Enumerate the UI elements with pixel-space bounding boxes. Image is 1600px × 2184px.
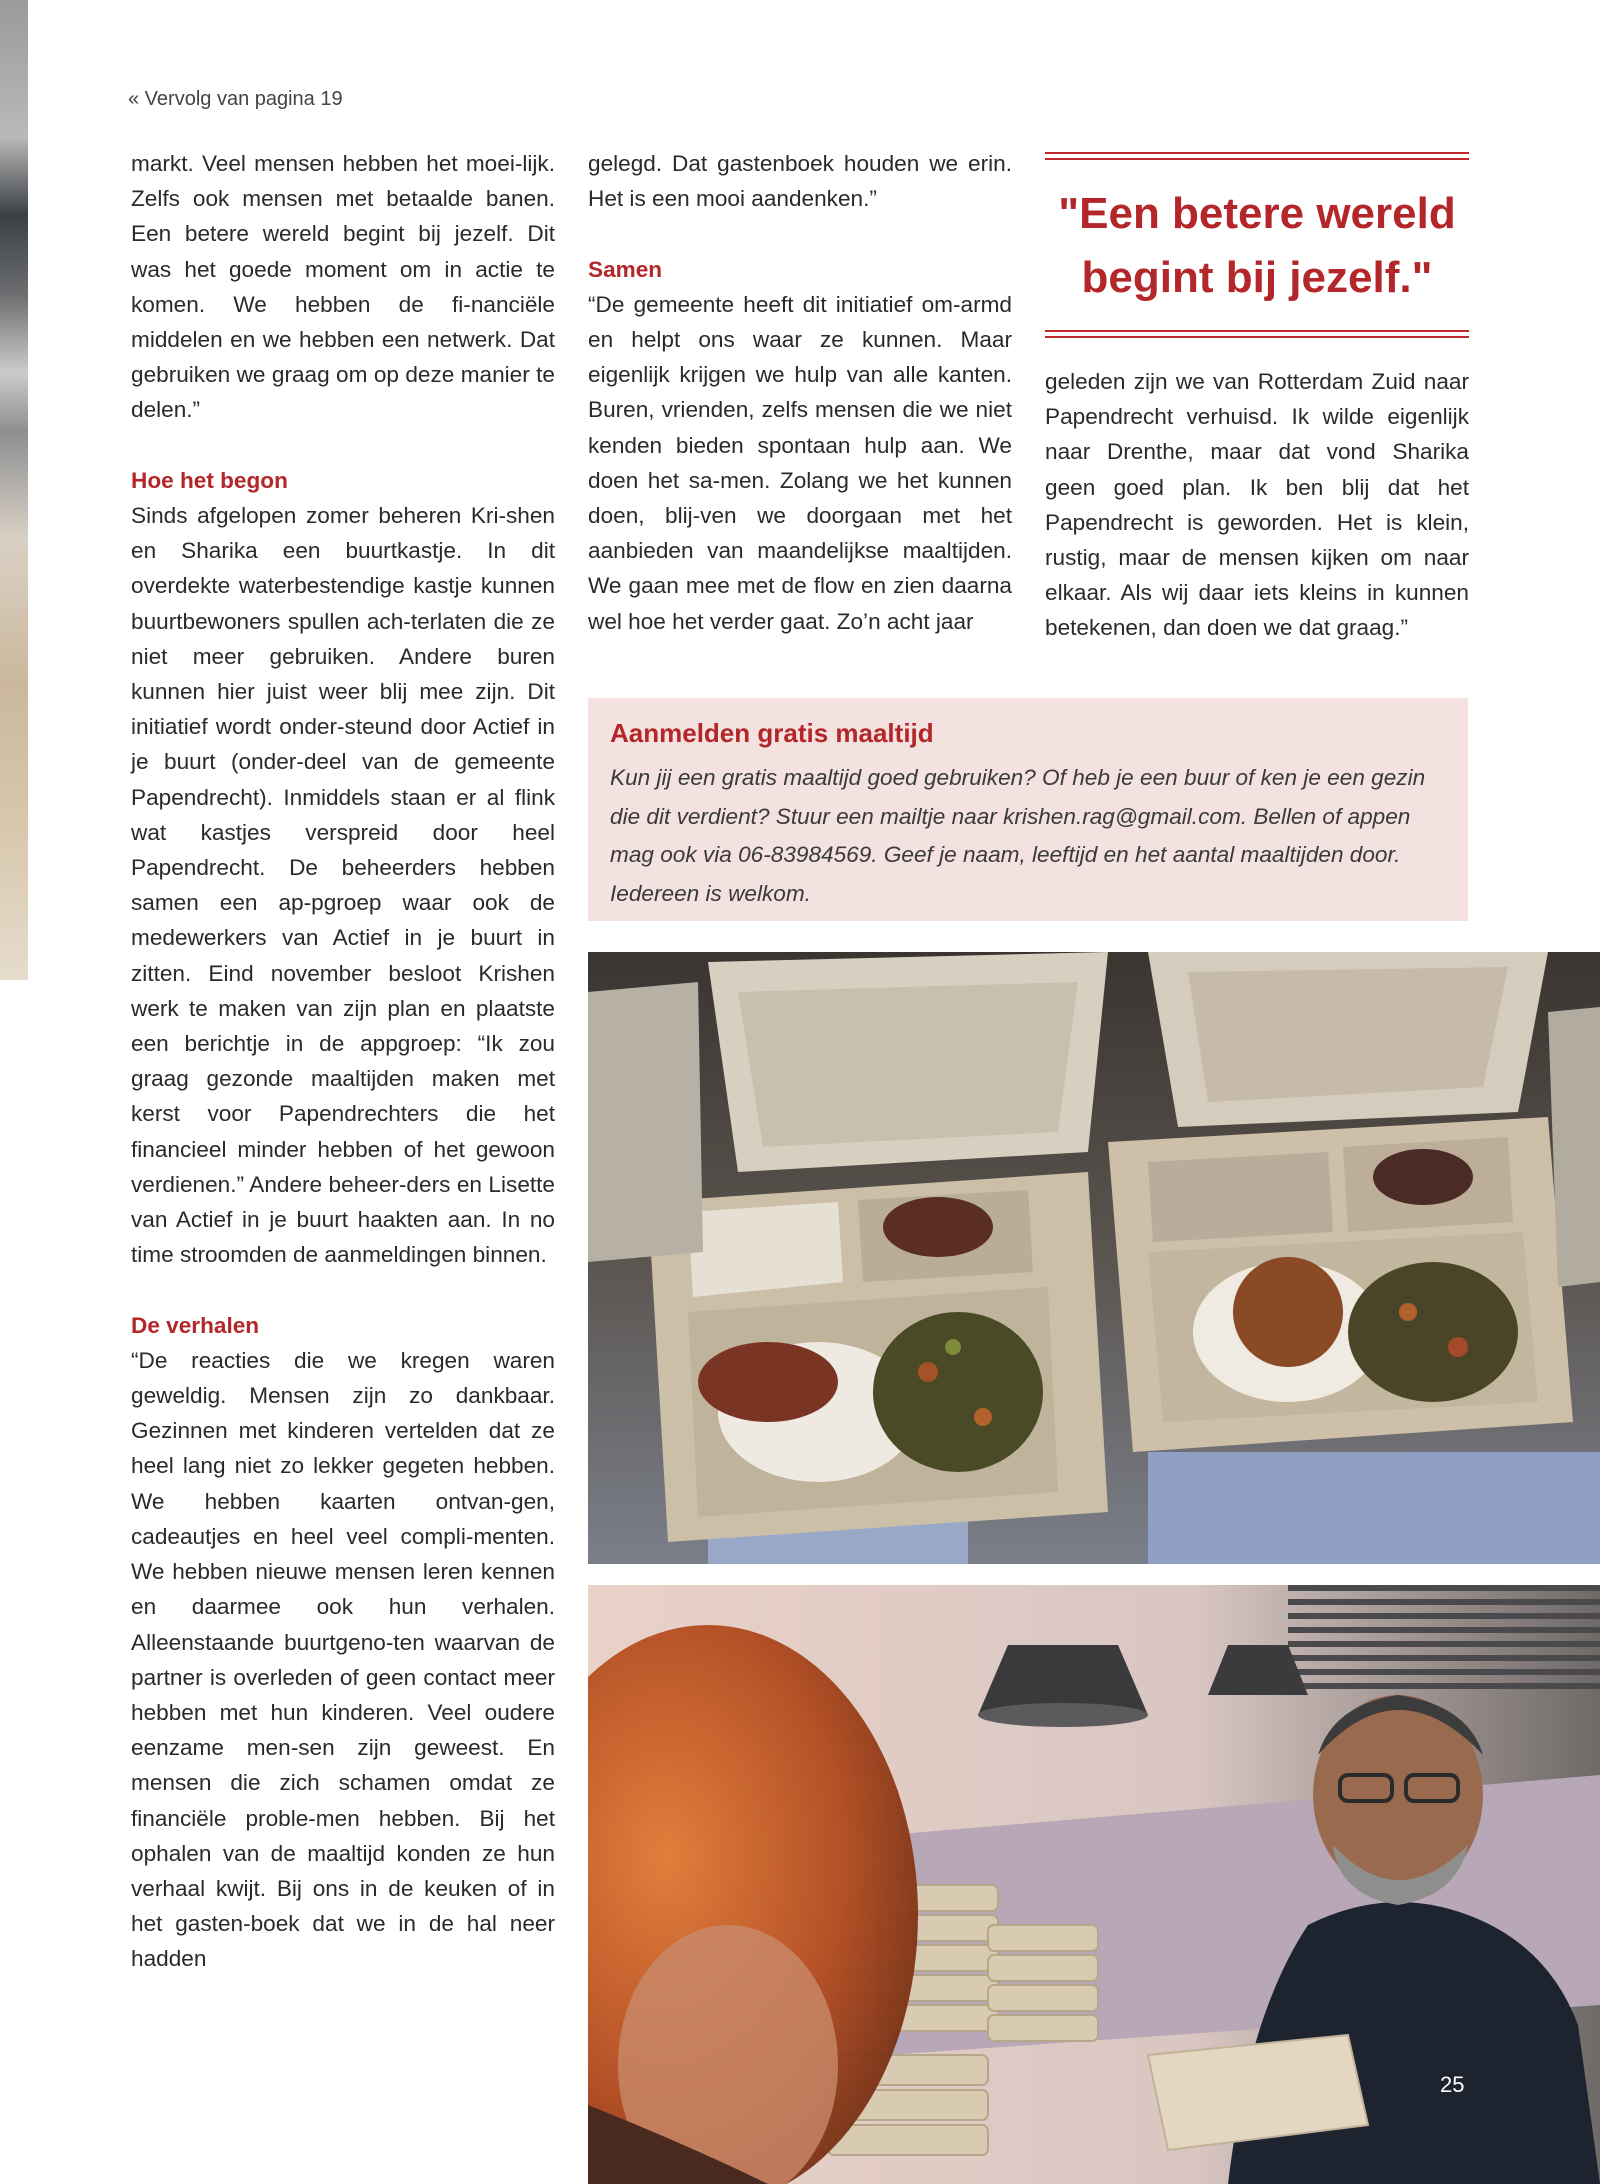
subheading-hoe-het-begon: Hoe het begon [131,467,288,493]
page-number: 25 [1440,2072,1465,2097]
paragraph: gelegd. Dat gastenboek houden we erin. Het is een mooi aandenken.” [588,151,1012,212]
paragraph: geleden zijn we van Rotterdam Zuid naar Papendrecht verhuisd. Ik wilde eigenlijk naar Drenthe, maar dat vond Sharika geen goed plan. Ik ben blij dat het Papendrecht is geworden. Het is klein, rustig, maar de mensen kijken om naar elkaar. Als wij daar iets kleins in kunnen betekenen, dan doen we dat graag.” [1045,369,1469,641]
left-photo-edge [0,0,28,980]
pull-quote [1045,152,1469,338]
pull-quote-rule-top [1045,152,1469,160]
paragraph: “De reacties die we kregen waren geweldig. Mensen zijn zo dankbaar. Gezinnen met kinderen vertelden dat ze heel lang niet zo lekker gegeten hebben. We hebben kaarten ontvan-gen, cadeautjes en heel veel compli-menten. We hebben nieuwe mensen leren kennen en daarmee ook hun verhalen. Alleenstaande buurtgeno-ten waarvan de partner is overleden of geen contact meer hebben met hun kinderen. Veel oudere eenzame men-sen zijn geweest. En mensen die zich schamen omdat ze financiële proble-men hebben. Bij het ophalen van de maaltijd konden ze hun verhaal kwijt. Bij ons in de keuken of in het gasten-boek dat we in de hal neer hadden [131,1347,555,1972]
paragraph: markt. Veel mensen hebben het moei-lijk. Zelfs ook mensen met betaalde banen. Een betere wereld begint bij jezelf. Dit was het goede moment om in actie te komen. We hebben de fi-nanciële middelen en we hebben een netwerk. Dat gebruiken we graag om op deze manier te delen.” [131,151,555,423]
meal-containers-illustration [588,952,1600,1564]
pull-quote-rule-bottom [1045,330,1469,338]
pull-quote-text: "Een betere wereld begint bij jezelf." [1058,189,1456,302]
info-box-body: Kun jij een gratis maaltijd goed gebruiken? Of heb je een buur of ken je een gezin die dit verdient? Stuur een mailtje naar krishen.rag@gmail.com. Bellen of appen mag ook via 06-83984569. Geef je naam, leeftijd en het aantal maaltijden door. Iedereen is welkom. [610,765,1426,906]
info-box-title: Aanmelden gratis maaltijd [610,718,934,748]
subheading-de-verhalen: De verhalen [131,1312,260,1338]
article-column-1 [131,146,555,1977]
subheading-samen: Samen [588,256,663,282]
paragraph: Sinds afgelopen zomer beheren Kri-shen en Sharika een buurtkastje. In dit overdekte waterbestendige kastje kunnen buurtbewoners spullen ach-terlaten die ze niet meer gebruiken. Andere buren kunnen hier juist weer blij mee zijn. Dit initiatief wordt onder-steund door Actief in je buurt (onder-deel van de gemeente Papendrecht). Inmiddels staan er al flink wat kastjes verspreid door heel Papendrecht. De beheerders hebben samen een ap-pgroep waar ook de medewerkers van Actief in je buurt in zitten. Eind november besloot Krishen werk te maken van zijn plan en plaatste een berichtje in de appgroep: “Ik zou graag gezonde maaltijden maken met kerst voor Papendrechters die het financieel minder hebben of het gewoon verdienen.” Andere beheer-ders en Lisette van Actief in je buurt haakten aan. In no time stroomden de aanmeldingen binnen. [131,503,555,1268]
paragraph: “De gemeente heeft dit initiatief om-armd en helpt ons waar ze kunnen. Maar eigenlijk krijgen we hulp van alle kanten. Buren, vrienden, zelfs mensen die we niet kenden bieden spontaan hulp aan. We doen het sa-men. Zolang we het kunnen doen, blij-ven we doorgaan met het aanbieden van maandelijkse maaltijden. We gaan mee met de flow en zien daarna wel hoe het verder gaat. Zo’n acht jaar [588,291,1012,634]
running-head: « Vervolg van pagina 19 [128,88,343,110]
photo-meal-containers [588,952,1600,1564]
article-column-3 [1045,364,1469,646]
article-column-2 [588,146,1012,639]
signup-info-box [588,698,1468,921]
